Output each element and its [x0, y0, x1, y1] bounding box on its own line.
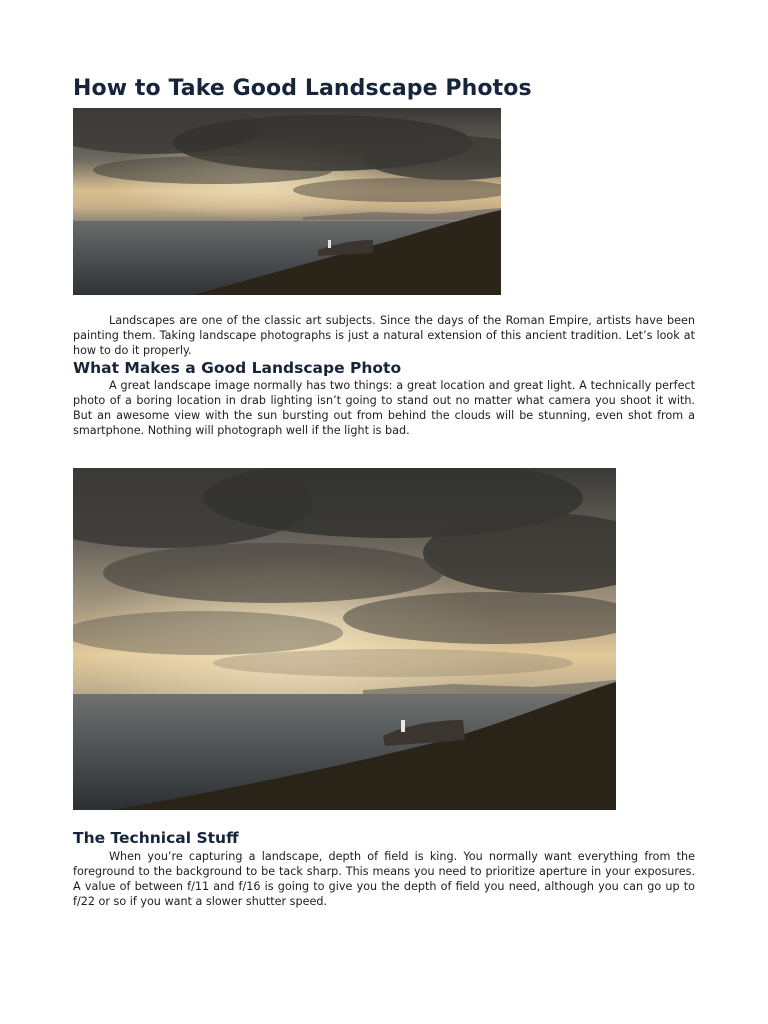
landscape-image [73, 108, 501, 295]
feature-photo [73, 468, 616, 810]
section-body-good-photo: A great landscape image normally has two things: a great location and great light. A technically perfect photo of a boring location in drab lighting isn’t going to stand out no matter what camera you shoot it with. But an awesome view with the sun bursting out from behind the clouds will be stunning, even shot from a smartphone. Nothing will photograph well if the light is bad. [73, 379, 695, 437]
section-body-technical: When you’re capturing a landscape, depth of field is king. You normally want everything from the foreground to the background to be tack sharp. This means you need to prioritize aperture in your exposures. A value of between f/11 and f/16 is going to give you the depth of field you need, although you can go up to f/22 or so if you want a slower shutter speed. [73, 850, 695, 908]
intro-paragraph: Landscapes are one of the classic art subjects. Since the days of the Roman Empire, artists have been painting them. Taking landscape photographs is just a natural extension of this ancient tradition. Let’s look at how to do it properly. [73, 314, 695, 357]
section-heading-technical: The Technical Stuff [73, 829, 239, 847]
article-title: How to Take Good Landscape Photos [73, 76, 532, 101]
section-heading-good-photo: What Makes a Good Landscape Photo [73, 359, 402, 377]
landscape-image [73, 468, 616, 810]
hero-photo [73, 108, 501, 295]
